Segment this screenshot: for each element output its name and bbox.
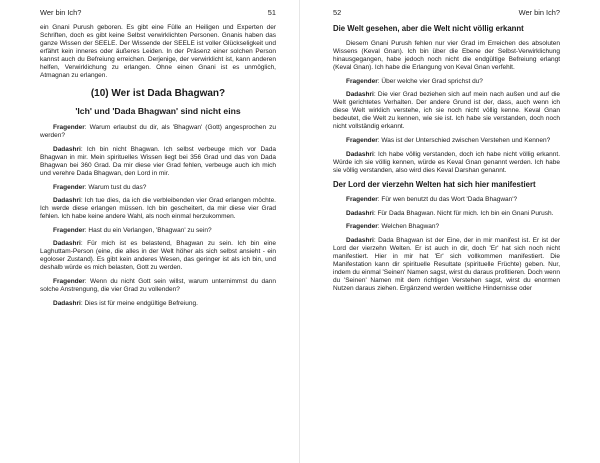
right-page-header: [333, 8, 560, 18]
dialogue-text: : Was ist der Unterschied zwischen Verstehen und Kennen?: [377, 136, 551, 144]
dialogue-text: : Wenn du nicht Gott sein willst, warum unternimmst du dann solche Anstrengung, die vier Grad zu vollenden?: [40, 278, 276, 294]
dialogue-paragraph: [333, 91, 560, 131]
left-page-header: [40, 8, 276, 18]
dialogue-paragraph: [333, 237, 560, 293]
left-subheading: 'Ich' und 'Dada Bhagwan' sind nicht eins: [75, 106, 241, 117]
dialogue-text: : Hast du ein Verlangen, 'Bhagwan' zu sein?: [84, 226, 212, 234]
speaker-label: Dadashri: [53, 197, 81, 205]
speaker-label: Dadashri: [53, 299, 81, 307]
dialogue-text: : Warum erlaubst du dir, als 'Bhagwan' (Gott) angesprochen zu werden?: [40, 124, 276, 140]
dialogue-paragraph: [333, 210, 560, 218]
dialogue-text: : Dies ist für meine endgültige Befreiung.: [80, 299, 198, 307]
speaker-label: Fragender: [346, 136, 378, 144]
dialogue-text: : Ich habe völlig verstanden, doch ich habe nicht völlig erkannt. Würde ich sie völlig kennen, würde es Keval Gnan genannt werden. Ich habe sie völlig verstanden, also wird dies Keval Darshan genannt.: [333, 150, 560, 174]
speaker-label: Fragender: [346, 196, 378, 204]
speaker-label: Dadashri: [346, 209, 374, 217]
right-section-heading-lord: Der Lord der vierzehn Welten hat sich hier manifestiert: [333, 180, 536, 190]
dialogue-paragraph: [333, 151, 560, 175]
speaker-label: Dadashri: [346, 236, 374, 244]
left-chapter-heading: (10) Wer ist Dada Bhagwan?: [90, 88, 226, 100]
speaker-label: Dadashri: [346, 150, 374, 158]
dialogue-paragraph: [40, 240, 276, 272]
dialogue-paragraph: [40, 146, 276, 178]
speaker-label: Dadashri: [53, 240, 81, 248]
speaker-label: Fragender: [53, 226, 85, 234]
dialogue-text: : Für wen benutzt du das Wort 'Dada Bhagwan'?: [377, 196, 518, 204]
dialogue-paragraph: [333, 78, 560, 86]
right-page: [300, 0, 600, 463]
right-intro-paragraph: Diesem Gnani Purush fehlen nur vier Grad im Erreichen des absoluten Wissens (Keval Gnan). Ich bin über die Ebene der Selbst-Verwirklichung hinausgegangen, habe jedoch noch nicht die endgültige Befreiung erlangt (Keval Gnan). Ich habe die Erlangung von Keval Gnan verfehlt.: [333, 40, 560, 72]
speaker-label: Fragender: [53, 124, 85, 132]
left-intro-paragraph: ein Gnani Purush geboren. Es gibt eine Fülle an Heiligen und Experten der Schriften, doch es gibt keine Selbst verwirklichten Personen. Gnanis haben das ganze Wissen der SEELE. Der Wissende der SEELE ist voller Glückseligkeit und erfährt kein inneres oder äußeres Leiden. In der Präsenz einer solchen Person kannst auch du Befreiung erreichen. Derjenige, der verwirklicht ist, kann anderen helfen, Verwirklichung zu erlangen. Ohne einen Gnani ist es unmöglich, Atmagnan zu erlangen.: [40, 24, 276, 80]
dialogue-text: : Welchen Bhagwan?: [377, 223, 440, 231]
dialogue-paragraph: [333, 223, 560, 231]
dialogue-paragraph: [40, 227, 276, 235]
speaker-label: Dadashri: [53, 145, 81, 153]
speaker-label: Fragender: [346, 77, 378, 85]
dialogue-text: : Über welche vier Grad sprichst du?: [377, 77, 483, 85]
dialogue-paragraph: [40, 278, 276, 294]
dialogue-paragraph: [333, 196, 560, 204]
speaker-label: Fragender: [53, 278, 85, 286]
dialogue-paragraph: [40, 184, 276, 192]
dialogue-paragraph: [40, 300, 276, 308]
left-page-number: 51: [267, 8, 276, 17]
dialogue-text: : Für Dada Bhagwan. Nicht für mich. Ich bin ein Gnani Purush.: [373, 209, 554, 217]
right-section-heading-world: Die Welt gesehen, aber die Welt nicht völlig erkannt: [333, 24, 524, 33]
dialogue-text: : Dada Bhagwan ist der Eine, der in mir manifest ist. Er ist der Lord der vierzehn Welten. Er ist auch in dir, doch 'Er' hat sich noch nicht manifestiert. Hier in mir hat 'Er' sich vollkommen manifestiert. Die Manifestation kann dir spirituelle Resultate (spirituelle Früchte) geben. Nur, indem du einmal 'Seinen' Namen sagst, wirst du daraus profitieren. Doch wenn du 'Seinen' Namen mit dem richtigen Verstehen sagst, wirst du enormen Nutzen daraus ziehen. Ergänzend werden weltliche Hindernisse oder: [333, 236, 560, 293]
speaker-label: Fragender: [346, 223, 378, 231]
dialogue-text: : Für mich ist es belastend, Bhagwan zu sein. Ich bin eine Laghuttam-Person (eine, die alles in der Welt höher als sich selbst ansieht - ein egoloser Zustand). Es gibt kein anderes Wesen, das geringer ist als ich bin, und deshalb würde es mich belasten, Gott zu werden.: [40, 240, 276, 272]
right-page-number: 52: [333, 8, 342, 17]
speaker-label: Dadashri: [346, 91, 374, 99]
dialogue-text: : Ich tue dies, da ich die verbleibenden vier Grad erlangen möchte. Ich werde diese erlangen müssen. Ich bin gescheitert, da mir diese vier Grad fehlen. Ich habe keine andere Wahl, als noch einmal herzukommen.: [40, 197, 276, 221]
dialogue-paragraph: [333, 137, 560, 145]
dialogue-paragraph: [40, 197, 276, 221]
right-running-title: Wer bin Ich?: [518, 8, 560, 17]
dialogue-text: : Ich bin nicht Bhagwan. Ich selbst verbeuge mich vor Dada Bhagwan in mir. Mein spirituelles Wissen liegt bei 356 Grad und das von Dada Bhagwan bei 360 Grad. Da mir diese vier Grad fehlen, verbeuge auch ich mich und verehre Dada Bhagwan, den Lord in mir.: [40, 145, 276, 178]
dialogue-text: : Die vier Grad beziehen sich auf mein nach außen und auf die Welt gerichtetes Verhalten. Der andere Grund ist der, dass, auch wenn ich diese Welt wirklich verstehe, ich sie noch nicht völlig kenne. Keval Gnan bedeutet, die Welt zu kennen, wie sie ist. Ich habe sie verstanden, doch noch nicht vollständig erkannt.: [333, 91, 560, 131]
left-running-title: Wer bin Ich?: [40, 8, 82, 17]
dialogue-text: : Warum tust du das?: [84, 183, 147, 191]
dialogue-paragraph: [40, 124, 276, 140]
speaker-label: Fragender: [53, 183, 85, 191]
